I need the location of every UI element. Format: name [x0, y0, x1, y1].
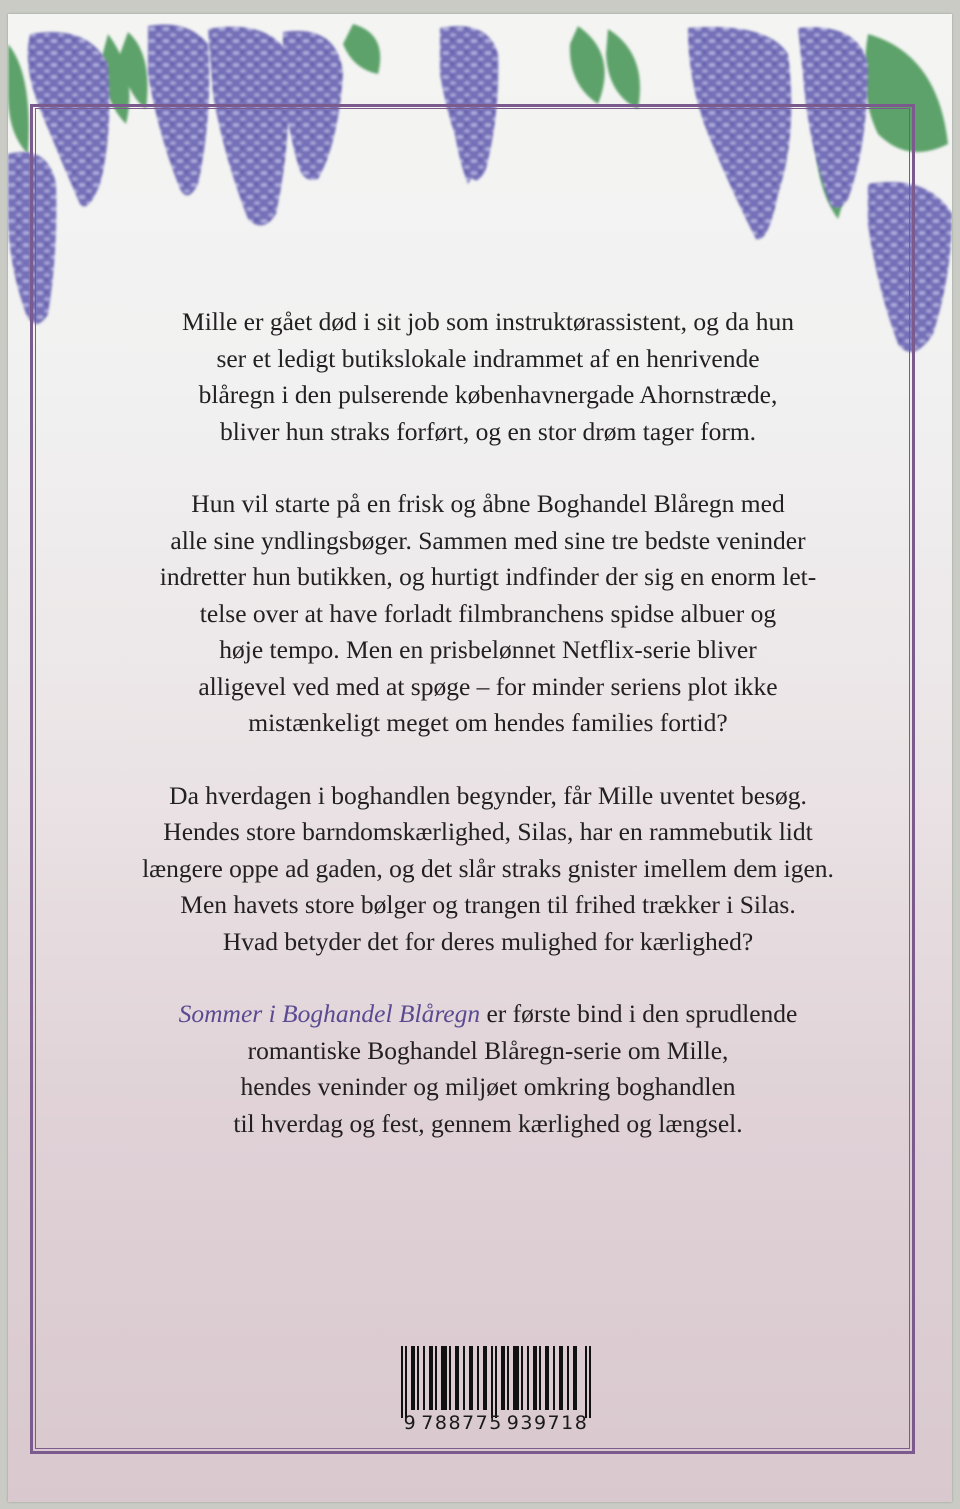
blurb-line: Da hverdagen i boghandlen begynder, får Mille uventet besøg. — [169, 780, 807, 810]
barcode-icon — [401, 1346, 591, 1418]
blurb-line: romantiske Boghandel Blåregn-serie om Mille, — [247, 1035, 729, 1065]
blurb-line: telse over at have forladt filmbranchens spidse albuer og — [199, 598, 777, 628]
blurb-line: Mille er gået død i sit job som instruktørassistent, og da hun — [182, 307, 794, 336]
blurb-line: mistænkeligt meget om hendes families fortid? — [248, 708, 728, 737]
blurb-line: Hun vil starte på en frisk og åbne Boghandel Blåregn med — [191, 489, 785, 518]
blurb-line: bliver hun straks forført, og en stor drøm tager form. — [219, 416, 757, 446]
blurb-paragraph-1 — [98, 304, 878, 450]
blurb-line: længere oppe ad gaden, og det slår straks gnister imellem dem igen. — [142, 853, 834, 883]
blurb-line — [98, 996, 878, 1033]
blurb-line: ser et ledigt butikslokale indrammet af en henrivende — [216, 343, 760, 373]
blurb-paragraph-2 — [98, 486, 878, 742]
isbn-group-1: 788775 — [421, 1412, 503, 1434]
isbn-number — [396, 1412, 596, 1434]
blurb-line: indretter hun butikken, og hurtigt indfinder der sig en enorm let- — [159, 562, 817, 591]
blurb-line: alligevel ved med at spøge – for minder seriens plot ikke — [198, 671, 778, 701]
blurb-line: blåregn i den pulserende københavnergade Ahornstræde, — [198, 380, 778, 409]
blurb-paragraph-3 — [98, 778, 878, 961]
blurb-closing-paragraph — [98, 996, 878, 1142]
isbn-first-digit: 9 — [403, 1412, 418, 1434]
blurb-text: er første bind i den sprudlende — [480, 999, 798, 1028]
blurb-line: Men havets store bølger og trangen til frihed trækker i Silas. — [180, 890, 796, 919]
blurb-line: alle sine yndlingsbøger. Sammen med sine tre bedste veninder — [170, 525, 806, 555]
book-title-italic: Sommer i Boghandel Blåregn — [178, 999, 481, 1028]
blurb-line: høje tempo. Men en prisbelønnet Netflix-serie bliver — [219, 635, 757, 664]
blurb-line: til hverdag og fest, gennem kærlighed og længsel. — [233, 1108, 743, 1138]
isbn-barcode — [396, 1346, 596, 1446]
blurb-line: Hvad betyder det for deres mulighed for kærlighed? — [222, 926, 754, 956]
book-back-cover — [8, 14, 952, 1502]
isbn-group-2: 939718 — [506, 1412, 589, 1434]
back-cover-blurb — [98, 304, 878, 1178]
blurb-line: Hendes store barndomskærlighed, Silas, har en rammebutik lidt — [163, 817, 813, 846]
blurb-line: hendes veninder og miljøet omkring boghandlen — [240, 1072, 736, 1101]
